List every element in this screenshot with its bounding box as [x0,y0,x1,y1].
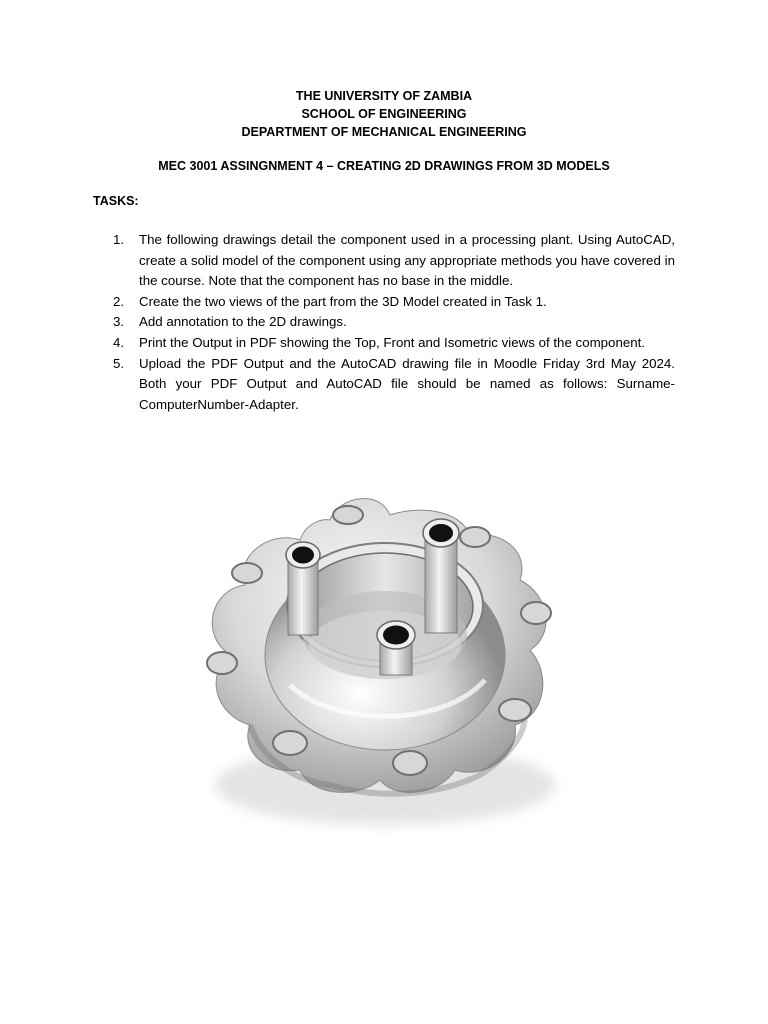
task-number: 1. [113,232,125,247]
assignment-title: MEC 3001 ASSINGNMENT 4 – CREATING 2D DRAWINGS FROM 3D MODELS [158,159,610,173]
task-item [113,333,675,354]
task-text: Add annotation to the 2D drawings. [139,314,347,330]
task-item [113,292,675,313]
task-number: 5. [113,355,125,371]
task-text: Print the Output in PDF showing the Top, Front and Isometric views of the component. [139,334,646,350]
task-number: 4. [113,334,125,350]
school-name: SCHOOL OF ENGINEERING [301,107,467,121]
task-item [113,230,675,292]
task-item [113,354,675,416]
task-item [113,312,675,333]
institution-header [0,87,768,141]
adapter-3d-render-image [180,485,580,835]
department-name: DEPARTMENT OF MECHANICAL ENGINEERING [241,125,527,139]
task-text: The following drawings detail the component used in a processing plant. Using AutoCAD, create a solid model of the component using any appropriate methods you have covered in the course. Note that the component has no base in the middle. [139,232,675,289]
university-name: THE UNIVERSITY OF ZAMBIA [295,89,473,103]
task-number: 2. [113,293,125,309]
tasks-label: TASKS: [93,194,139,208]
task-text: Create the two views of the part from the 3D Model created in Task 1. [139,293,547,309]
task-list [113,230,675,415]
task-text: Upload the PDF Output and the AutoCAD drawing file in Moodle Friday 3rd May 2024. Both your PDF Output and AutoCAD file should be named as follows: Surname-ComputerNumber-Adapter. [139,355,675,412]
task-number: 3. [113,314,125,330]
